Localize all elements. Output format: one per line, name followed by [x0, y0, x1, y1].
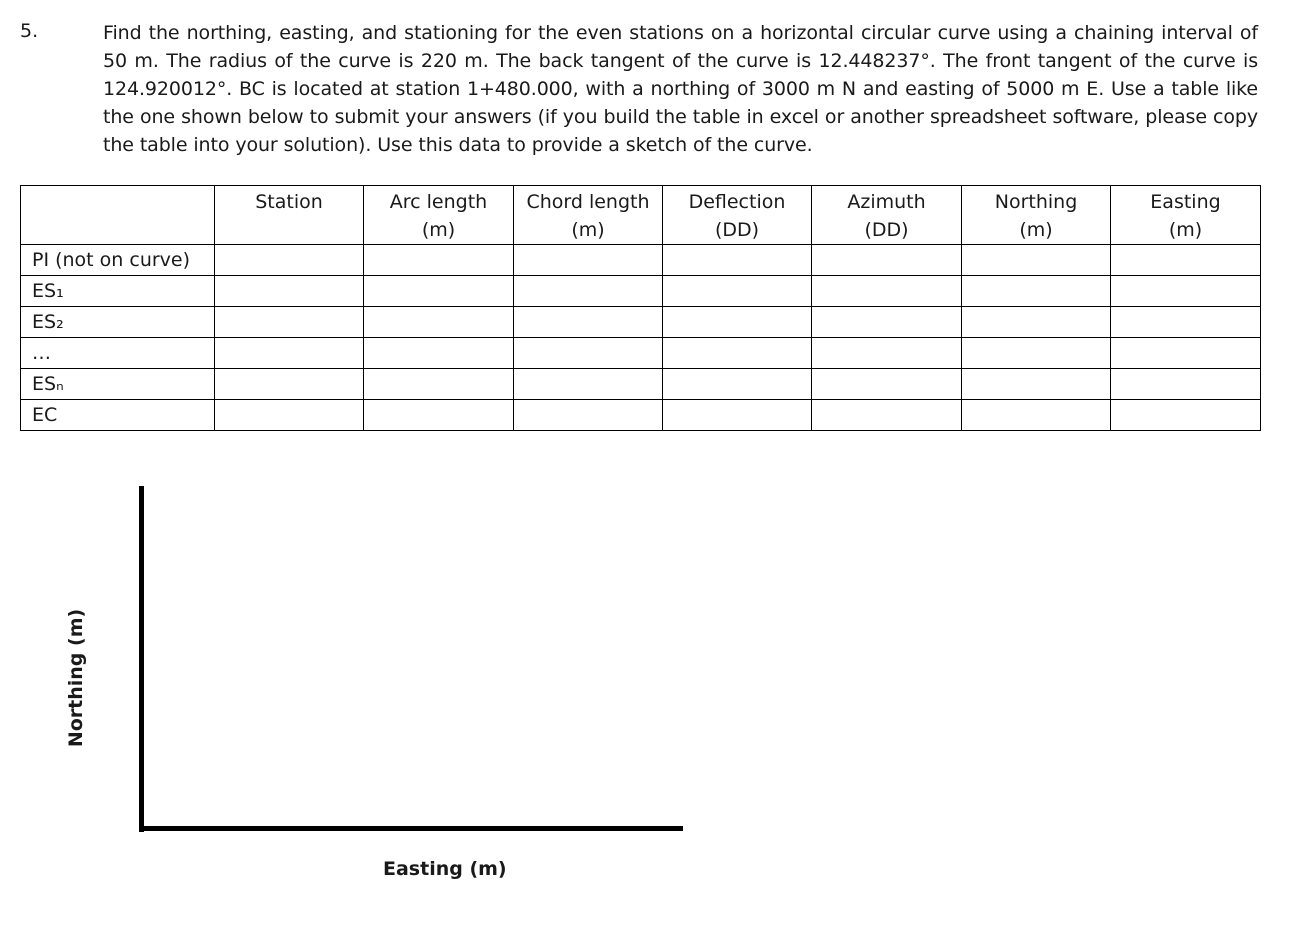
- header-deflection: Deflection (DD): [663, 186, 812, 245]
- table-cell[interactable]: [514, 338, 663, 369]
- table-cell[interactable]: [1111, 369, 1261, 400]
- table-cell[interactable]: [514, 276, 663, 307]
- table-cell[interactable]: [215, 400, 364, 431]
- table-cell[interactable]: [962, 307, 1111, 338]
- answer-table: [20, 185, 1261, 431]
- table-cell[interactable]: [663, 400, 812, 431]
- row-label-ec: EC: [21, 400, 215, 431]
- problem-statement: Find the northing, easting, and stationing for the even stations on a horizontal circular curve using a chaining interval of 50 m. The radius of the curve is 220 m. The back tangent of the curve is 12.448237°. The front tangent of the curve is 124.920012°. BC is located at station 1+480.000, with a northing of 3000 m N and easting of 5000 m E. Use a table like the one shown below to submit your answers (if you build the table in excel or another spreadsheet software, please copy the table into your solution). Use this data to provide a sketch of the curve.: [103, 22, 1258, 156]
- table-cell[interactable]: [1111, 276, 1261, 307]
- row-label-ellipsis: …: [21, 338, 215, 369]
- table-cell[interactable]: [812, 276, 962, 307]
- header-easting: Easting (m): [1111, 186, 1261, 245]
- table-cell[interactable]: [1111, 245, 1261, 276]
- table-cell[interactable]: [215, 369, 364, 400]
- curve-sketch-area[interactable]: [0, 470, 720, 929]
- table-cell[interactable]: [1111, 400, 1261, 431]
- easting-axis-line: [139, 826, 683, 831]
- row-label-pi: PI (not on curve): [21, 245, 215, 276]
- row-label-es2: ES₂: [21, 307, 215, 338]
- table-cell[interactable]: [364, 276, 514, 307]
- table-cell[interactable]: [663, 338, 812, 369]
- table-cell[interactable]: [1111, 307, 1261, 338]
- table-cell[interactable]: [364, 338, 514, 369]
- table-cell[interactable]: [663, 276, 812, 307]
- table-cell[interactable]: [514, 245, 663, 276]
- header-chord-length: Chord length (m): [514, 186, 663, 245]
- table-row: [21, 369, 1261, 400]
- header-northing: Northing (m): [962, 186, 1111, 245]
- table-cell[interactable]: [812, 369, 962, 400]
- table-cell[interactable]: [663, 307, 812, 338]
- table-cell[interactable]: [514, 369, 663, 400]
- table-cell[interactable]: [215, 338, 364, 369]
- table-cell[interactable]: [663, 369, 812, 400]
- table-cell[interactable]: [962, 338, 1111, 369]
- table-cell[interactable]: [812, 307, 962, 338]
- table-cell[interactable]: [812, 400, 962, 431]
- table-cell[interactable]: [962, 276, 1111, 307]
- table-row: [21, 338, 1261, 369]
- question-number: 5.: [20, 20, 39, 42]
- table-cell[interactable]: [962, 245, 1111, 276]
- table-cell[interactable]: [962, 369, 1111, 400]
- table-cell[interactable]: [514, 400, 663, 431]
- table-cell[interactable]: [514, 307, 663, 338]
- header-azimuth: Azimuth (DD): [812, 186, 962, 245]
- table-cell[interactable]: [215, 245, 364, 276]
- table-row: [21, 245, 1261, 276]
- table-row: [21, 400, 1261, 431]
- table-cell[interactable]: [364, 245, 514, 276]
- table-cell[interactable]: [364, 400, 514, 431]
- northing-axis-line: [139, 486, 144, 832]
- header-station: Station: [215, 186, 364, 245]
- row-label-esn: ESₙ: [21, 369, 215, 400]
- table-cell[interactable]: [1111, 338, 1261, 369]
- table-cell[interactable]: [215, 276, 364, 307]
- table-cell[interactable]: [364, 307, 514, 338]
- table-header-row: [21, 186, 1261, 245]
- table-cell[interactable]: [663, 245, 812, 276]
- header-arc-length: Arc length (m): [364, 186, 514, 245]
- table-cell[interactable]: [812, 338, 962, 369]
- table-cell[interactable]: [812, 245, 962, 276]
- header-blank: [21, 186, 215, 245]
- easting-axis-label: Easting (m): [383, 858, 507, 880]
- table-cell[interactable]: [364, 369, 514, 400]
- table-row: [21, 276, 1261, 307]
- row-label-es1: ES₁: [21, 276, 215, 307]
- table-cell[interactable]: [215, 307, 364, 338]
- northing-axis-label: Northing (m): [65, 608, 87, 748]
- table-cell[interactable]: [962, 400, 1111, 431]
- table-row: [21, 307, 1261, 338]
